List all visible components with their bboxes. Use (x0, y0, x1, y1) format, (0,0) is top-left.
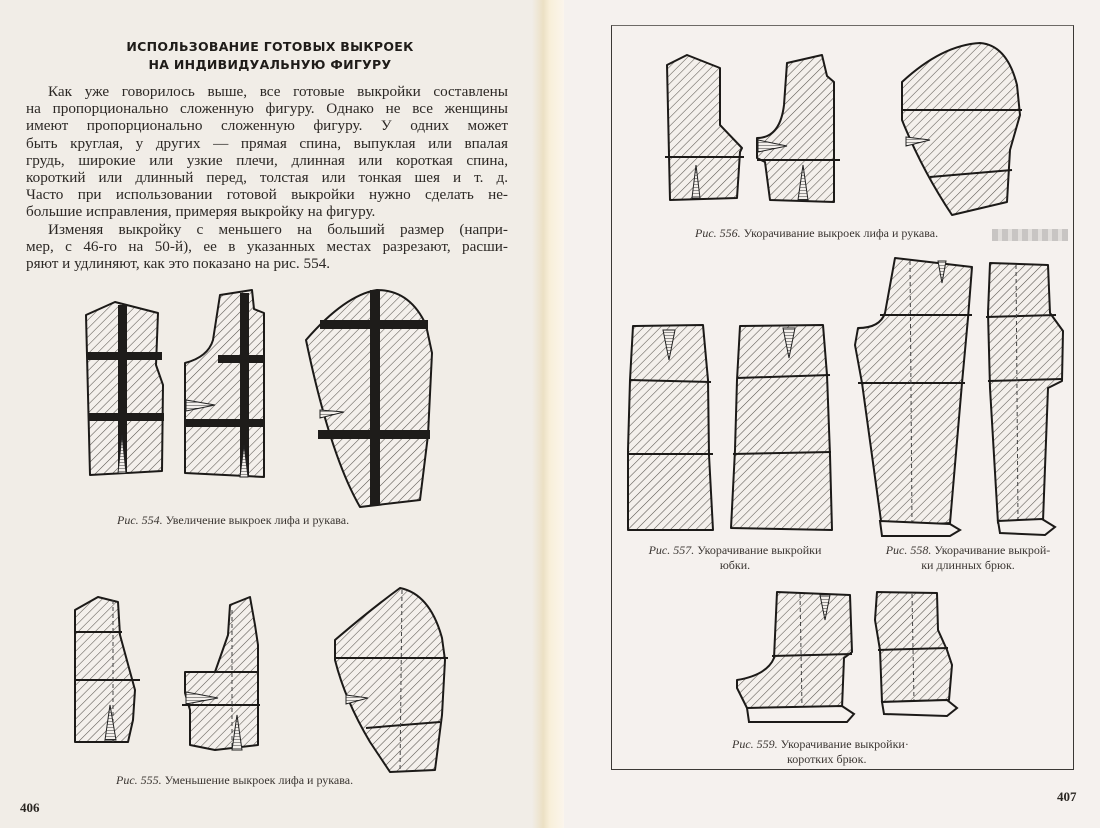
body-paragraphs (26, 83, 508, 272)
trousers-back-piece (986, 263, 1063, 535)
figure-557-text-2: юбки. (719, 558, 751, 572)
bodice-back-piece (86, 302, 164, 475)
body-line: большие исправления, примеряя выкройку на фигуру. (26, 203, 376, 221)
figure-558-text-1: Укорачивание выкрой- (934, 543, 1051, 557)
short-trousers-front-piece (737, 592, 854, 722)
figure-556-caption (695, 226, 938, 241)
sleeve-piece-shortened (902, 43, 1022, 215)
bodice-back-piece-shortened (665, 55, 744, 200)
figure-554-caption (117, 513, 349, 528)
trousers-front-piece (855, 258, 972, 536)
skirt-back-piece (627, 325, 713, 530)
sleeve-piece-reduced (335, 588, 448, 772)
sleeve-piece (306, 290, 432, 507)
figure-559-caption (732, 737, 909, 767)
heading-line-1: ИСПОЛЬЗОВАНИЕ ГОТОВЫХ ВЫКРОЕК (126, 39, 414, 54)
book-gutter (532, 0, 564, 828)
section-heading (60, 38, 480, 74)
print-smudge (992, 229, 1068, 241)
figure-559-text-2: коротких брюк. (787, 752, 867, 766)
figure-557-text-1: Укорачивание выкройки (697, 543, 822, 557)
figure-554-label: Рис. 554. (117, 513, 163, 527)
page-number-right: 407 (1057, 789, 1077, 804)
bodice-front-piece-shortened (757, 55, 840, 202)
body-line: быть круглая, у других — прямая спина, выпуклая или впалая (26, 134, 508, 152)
skirt-front-piece (731, 325, 832, 530)
figure-555-label: Рис. 555. (116, 773, 162, 787)
figure-555-caption (116, 773, 353, 788)
body-line: имеют пропорционально сложенную фигуру. У одних может (26, 117, 508, 135)
heading-line-2: НА ИНДИВИДУАЛЬНУЮ ФИГУРУ (148, 57, 392, 72)
body-line: на пропорционально сложенную фигуру. Однако не все женщины (26, 100, 508, 118)
figure-556-label: Рис. 556. (695, 226, 741, 240)
body-line: Как уже говорилось выше, все готовые выкройки составлены (48, 83, 508, 100)
bodice-front-piece (185, 290, 265, 477)
figure-558-label: Рис. 558. (885, 543, 932, 557)
figure-556-shortening-bodice (662, 40, 1072, 220)
body-line: короткий или длинный перед, толстая или тонкая шея и т. д. (26, 169, 508, 187)
figure-557-shortening-skirt (625, 320, 835, 535)
figure-554-enlargement (80, 285, 440, 510)
figure-559-shortening-short-trousers (732, 590, 957, 725)
body-line: грудь, широкие или узкие плечи, длинная или короткая спина, (26, 151, 508, 169)
body-line: Часто при использовании готовой выкройки нужно сделать не- (26, 186, 508, 204)
figure-555-reduction (70, 580, 440, 780)
figure-554-text: Увеличение выкроек лифа и рукава. (165, 513, 350, 527)
body-line: ряют и удлиняют, как это показано на рис. 554. (26, 255, 331, 273)
body-line: мер, с 46-го на 50-й), ее в указанных местах разрезают, расши- (26, 237, 508, 255)
figure-556-text: Укорачивание выкроек лифа и рукава. (743, 226, 939, 240)
short-trousers-back-piece (875, 592, 957, 716)
figure-558-text-2: ки длинных брюк. (921, 558, 1015, 572)
figure-558-shortening-long-trousers (850, 253, 1060, 538)
figure-559-label: Рис. 559. (732, 737, 778, 751)
bodice-front-piece-reduced (182, 597, 260, 750)
figure-555-text: Уменьшение выкроек лифа и рукава. (164, 773, 354, 787)
bodice-back-piece-reduced (74, 597, 140, 742)
figure-558-caption (868, 543, 1068, 573)
figure-557-caption (625, 543, 845, 573)
body-line: Изменяя выкройку с меньшего на больший размер (напри- (48, 220, 508, 238)
page-number-left: 406 (20, 800, 40, 815)
figure-557-label: Рис. 557. (648, 543, 695, 557)
figure-559-text-1: Укорачивание выкройки· (780, 737, 909, 751)
